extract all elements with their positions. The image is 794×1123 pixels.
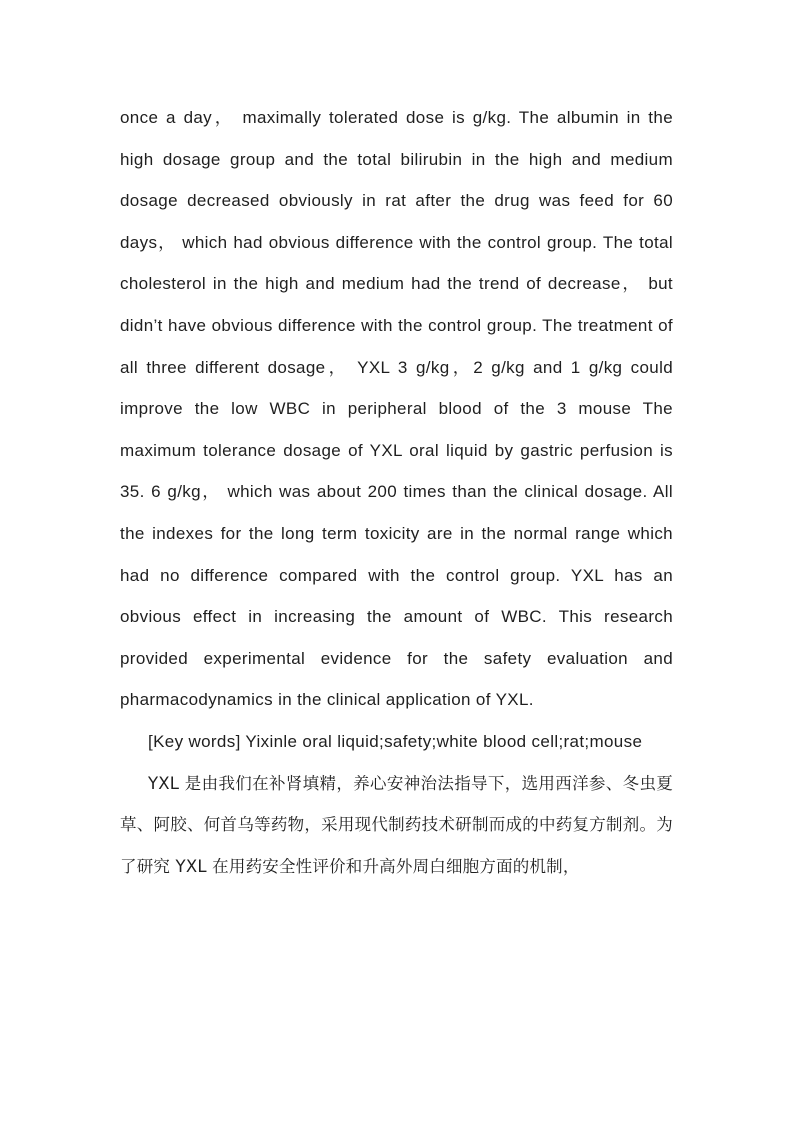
document-body — [120, 97, 673, 887]
chinese-intro-paragraph: YXL 是由我们在补肾填精，养心安神治法指导下，选用西洋参、冬虫夏草、阿胶、何首乌等药物，采用现代制药技术研制而成的中药复方制剂。为了研究 YXL 在用药安全性评价和升高外周白细胞方面的机制， — [120, 773, 673, 876]
keywords-paragraph: [Key words] Yixinle oral liquid;safety;white blood cell;rat;mouse — [148, 731, 643, 751]
abstract-paragraph: once a day， maximally tolerated dose is g/kg. The albumin in the high dosage group and the total bilirubin in the high and medium dosage decreased obviously in rat after the drug was feed for 60 days， which had obvious difference with the control group. The total cholesterol in the high and medium had the trend of decrease， but didn’t have obvious difference with the control group. The treatment of all three different dosage， YXL 3 g/kg，2 g/kg and 1 g/kg could improve the low WBC in peripheral blood of the 3 mouse The maximum tolerance dosage of YXL oral liquid by gastric perfusion is 35. 6 g/kg， which was about 200 times than the clinical dosage. All the indexes for the long term toxicity are in the normal range which had no difference compared with the control group. YXL has an obvious effect in increasing the amount of WBC. This research provided experimental evidence for the safety evaluation and pharmacodynamics in the clinical application of YXL. — [120, 108, 673, 710]
